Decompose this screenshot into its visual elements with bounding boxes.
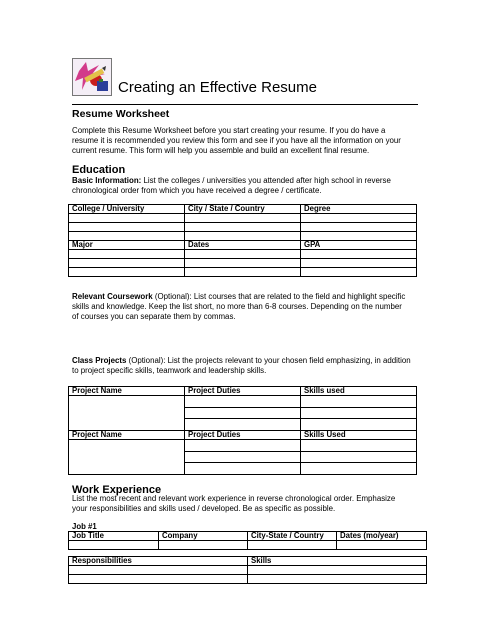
col-dates: Dates (185, 241, 301, 250)
table-row[interactable] (69, 232, 417, 241)
work-heading: Work Experience (72, 484, 162, 496)
basic-info-label: Basic Information: (72, 176, 142, 185)
basic-info-text: List the colleges / universities you attended after high school in reverse (141, 176, 391, 185)
intro-line: Complete this Resume Worksheet before you start creating your resume. If you do have a (72, 126, 386, 135)
page-title: Creating an Effective Resume (118, 79, 317, 96)
col-city-state-country: City-State / Country (248, 532, 337, 541)
table-row[interactable] (69, 396, 417, 408)
table-row[interactable] (69, 566, 427, 575)
col-city-state-country: City / State / Country (185, 205, 301, 214)
col-degree: Degree (301, 205, 417, 214)
table-header-row (69, 205, 417, 214)
table-row[interactable] (69, 214, 417, 223)
education-description (72, 176, 432, 196)
col-job-title: Job Title (69, 532, 159, 541)
table-row[interactable] (69, 223, 417, 232)
education-table (68, 204, 417, 277)
projects-label: Class Projects (72, 356, 127, 365)
table-row[interactable] (69, 550, 427, 557)
col-project-name: Project Name (69, 387, 185, 396)
title-divider (72, 104, 418, 105)
col-project-duties: Project Duties (185, 431, 301, 440)
table-row[interactable] (69, 259, 417, 268)
col-project-duties: Project Duties (185, 387, 301, 396)
col-company: Company (159, 532, 248, 541)
col-skills: Skills (248, 557, 427, 566)
worksheet-heading: Resume Worksheet (72, 108, 170, 120)
table-row[interactable] (69, 440, 417, 452)
job-label: Job #1 (72, 522, 97, 531)
col-gpa: GPA (301, 241, 417, 250)
table-header-row (69, 557, 427, 566)
col-skills-used: Skills used (301, 387, 417, 396)
intro-line: current resume. This form will help you assemble and build an excellent final resume. (72, 146, 370, 155)
work-description: List the most recent and relevant work experience in reverse chronological order. Emphasize your responsibilities and skills used / developed. Be as specific as possible. (72, 494, 396, 513)
table-row[interactable] (69, 250, 417, 259)
table-row[interactable] (69, 575, 427, 584)
coursework-label: Relevant Coursework (72, 292, 153, 301)
table-row[interactable] (69, 541, 427, 550)
work-table (68, 531, 427, 584)
projects-table (68, 386, 417, 475)
table-row[interactable] (69, 268, 417, 277)
worksheet-intro (72, 126, 432, 156)
table-header-row (69, 431, 417, 440)
table-header-row (69, 387, 417, 396)
col-college: College / University (69, 205, 185, 214)
projects-description: Class Projects (Optional): List the projects relevant to your chosen field emphasizing, in addition to project specific skills, teamwork and leadership skills. (72, 356, 411, 375)
coursework-description: Relevant Coursework (Optional): List courses that are related to the field and highlight specific skills and knowledge. Keep the list short, no more than 6-8 courses. Depending on the number of courses you can separate them by commas. (72, 292, 406, 321)
intro-line: resume it is recommended you review this form and see if you have all the information on your (72, 136, 401, 145)
col-responsibilities: Responsibilities (69, 557, 248, 566)
table-header-row (69, 532, 427, 541)
col-dates: Dates (mo/year) (337, 532, 427, 541)
education-heading: Education (72, 164, 126, 176)
col-project-name: Project Name (69, 431, 185, 440)
apple-and-pencil-clipart-icon (72, 58, 112, 96)
table-header-row (69, 241, 417, 250)
col-skills-used: Skills Used (301, 431, 417, 440)
col-major: Major (69, 241, 185, 250)
basic-info-text: chronological order from which you have received a degree / certificate. (72, 186, 322, 195)
